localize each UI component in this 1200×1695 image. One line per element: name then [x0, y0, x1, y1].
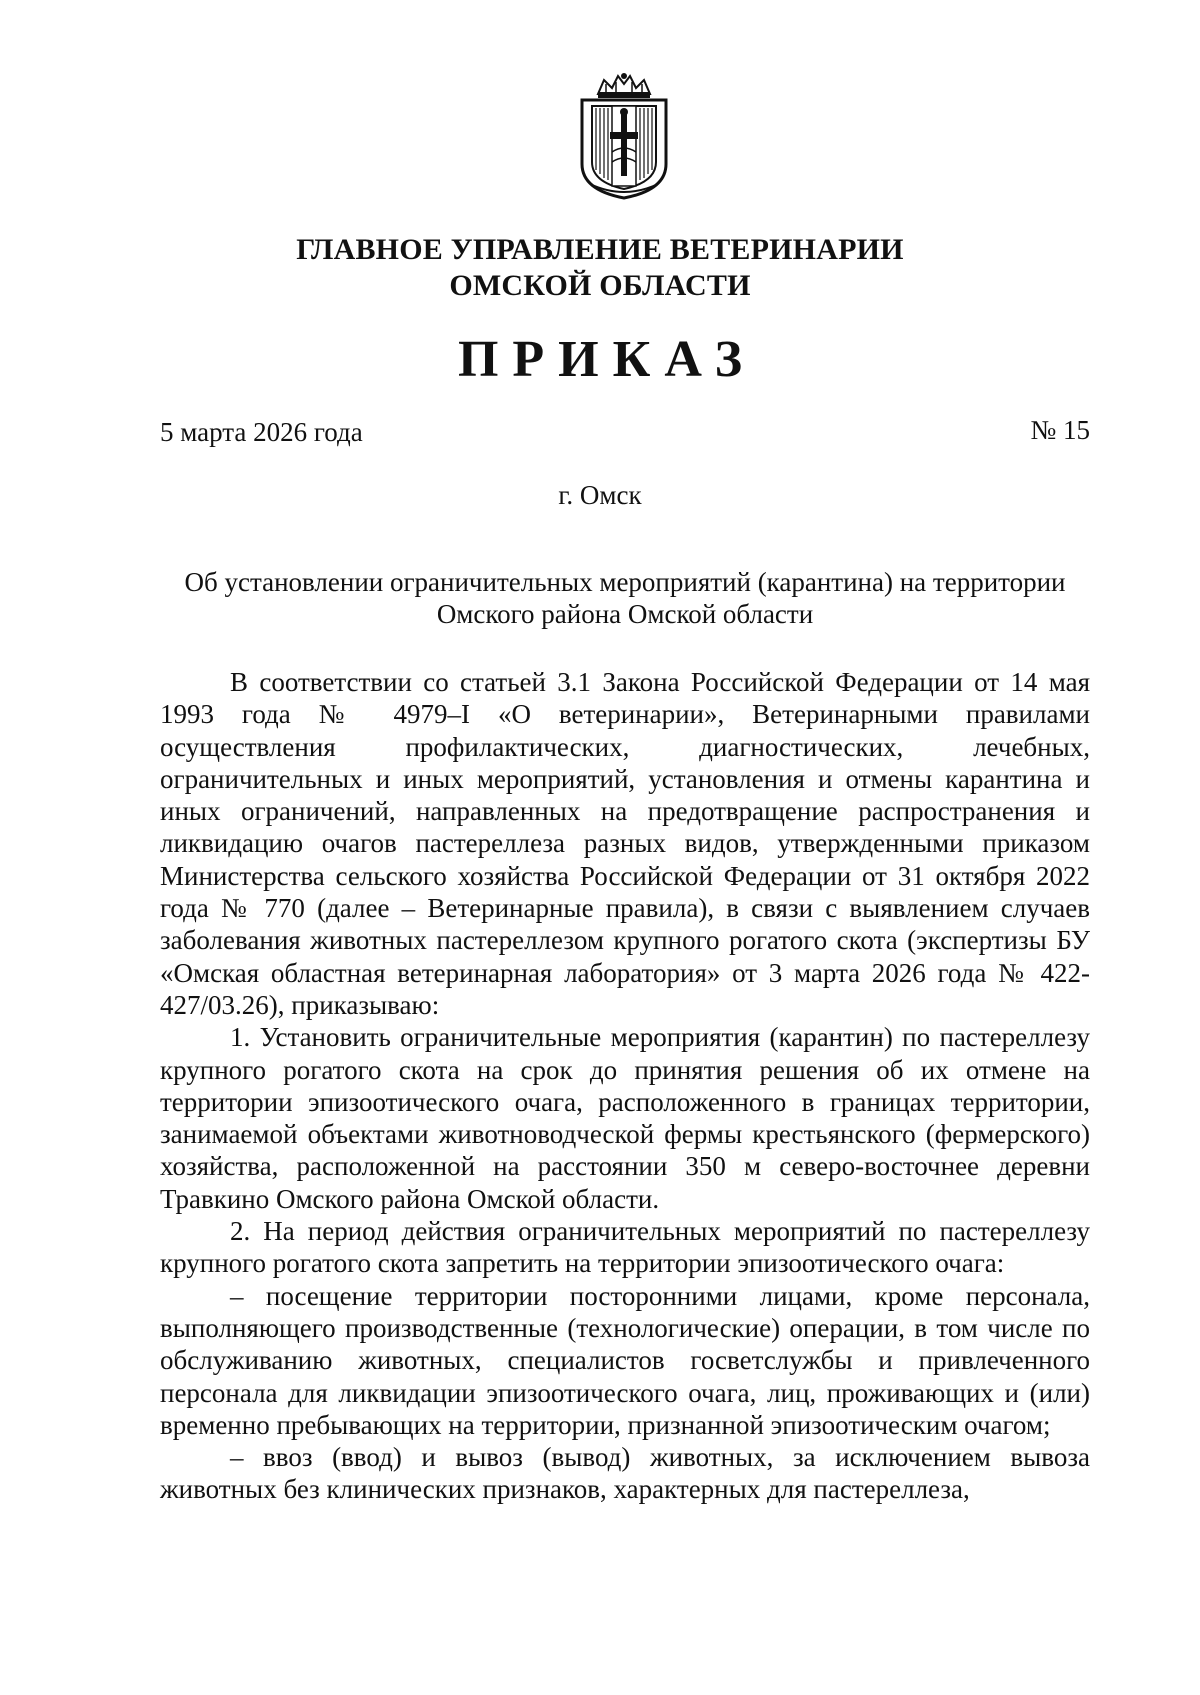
document-body [160, 666, 1090, 1506]
coat-of-arms-icon [576, 72, 672, 200]
document-subject-line-2: Омского района Омской области [436, 599, 814, 629]
document-date: 5 марта 2026 года [160, 417, 363, 447]
body-paragraph-item-1: 1. Установить ограничительные мероприятия (карантин) по пастереллезу крупного рогатого скота на срок до принятия решения об их отмене на территории эпизоотического очага, расположенного в границах территории, занимаемой объектами животноводческой фермы крестьянского (фермерского) хозяйства, расположенной на расстоянии 350 м северо-восточнее деревни Травкино Омского района Омской области. [160, 1022, 1090, 1214]
body-paragraph-preamble: В соответствии со статьей 3.1 Закона Российской Федерации от 14 мая 1993 года № 4979–I «О ветеринарии», Ветеринарными правилами осуществления профилактических, диагностических, лечебных, ограничительных и иных мероприятий, установления и отмены карантина и иных ограничений, направленных на предотвращение распространения и ликвидацию очагов пастереллеза разных видов, утвержденными приказом Министерства сельского хозяйства Российской Федерации от 31 октября 2022 года № 770 (далее – Ветеринарные правила), в связи с выявлением случаев заболевания животных пастереллезом крупного рогатого скота (экспертизы БУ «Омская областная ветеринарная лаборатория» от 3 марта 2026 года № 422-427/03.26), приказываю: [160, 667, 1090, 1020]
document-type-title: ПРИКАЗ [457, 331, 757, 388]
organization-name-line-2: ОМСКОЙ ОБЛАСТИ [449, 269, 751, 302]
body-paragraph-item-2: 2. На период действия ограничительных мероприятий по пастереллезу крупного рогатого скота запретить на территории эпизоотического очага: [160, 1216, 1090, 1279]
document-city: г. Омск [558, 480, 642, 510]
document-number: № 15 [1030, 415, 1090, 445]
body-paragraph-restriction-visits: – посещение территории посторонними лицами, кроме персонала, выполняющего производственные (технологические) операции, в том числе по обслуживанию животных, специалистов госветслужбы и привлеченного персонала для ликвидации эпизоотического очага, лиц, проживающих и (или) временно пребывающих на территории, признанной эпизоотическим очагом; [160, 1280, 1090, 1440]
body-paragraph-restriction-animals: – ввоз (ввод) и вывоз (вывод) животных, за исключением вывоза животных без клинических признаков, характерных для пастереллеза, [160, 1442, 1090, 1505]
document-subject-line-1: Об установлении ограничительных мероприятий (карантина) на территории [184, 567, 1066, 597]
organization-name-line-1: ГЛАВНОЕ УПРАВЛЕНИЕ ВЕТЕРИНАРИИ [296, 233, 904, 266]
